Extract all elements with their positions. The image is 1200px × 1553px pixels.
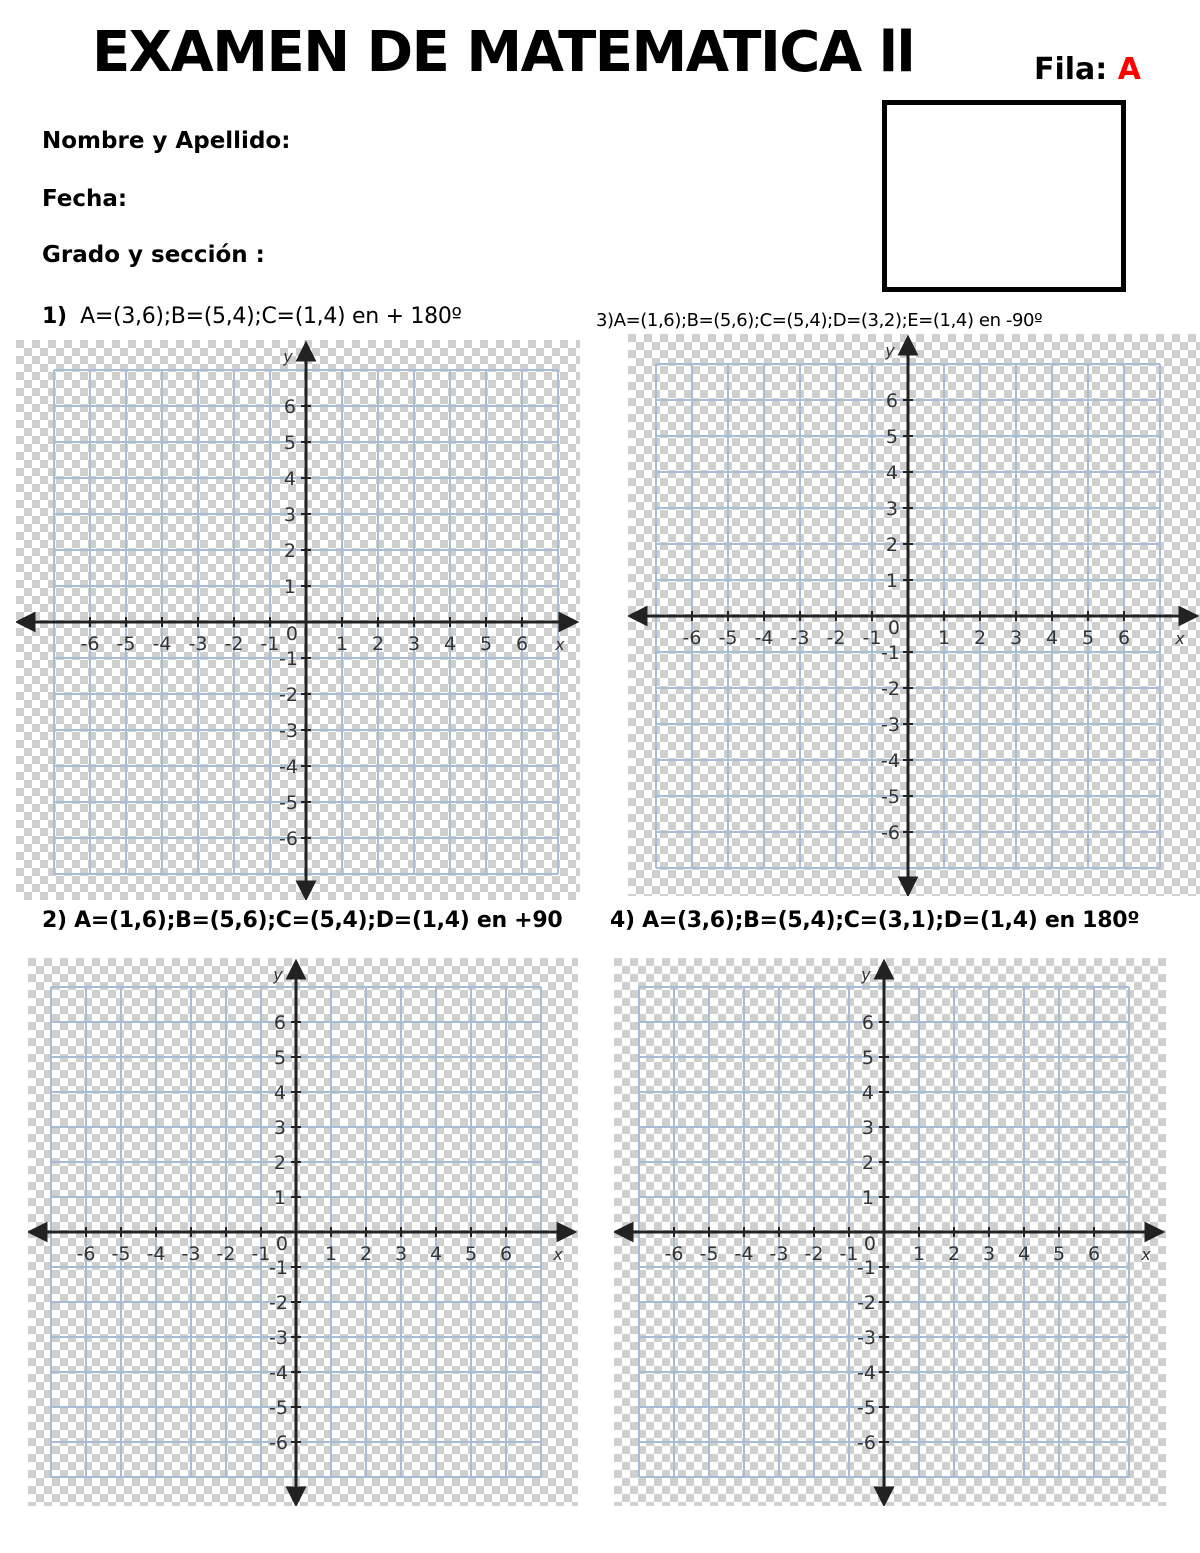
y-tick-label: 2	[283, 540, 296, 562]
x-tick-label: -4	[754, 627, 774, 649]
y-tick-label: 2	[861, 1152, 874, 1174]
y-tick-label: 6	[861, 1012, 874, 1034]
fila-value: A	[1117, 52, 1141, 87]
coordinate-plane-4[interactable]	[614, 958, 1166, 1506]
x-tick-label: 5	[1052, 1243, 1066, 1265]
y-tick-label: -5	[857, 1397, 876, 1419]
x-tick-label: -5	[699, 1243, 719, 1265]
y-tick-label: 3	[885, 498, 898, 520]
grade-field-label: Grado y sección :	[42, 242, 265, 268]
y-tick-label: -4	[857, 1362, 876, 1384]
y-tick-label: 5	[861, 1047, 874, 1069]
question-1-text: A=(3,6);B=(5,4);C=(1,4) en + 180º	[80, 304, 462, 329]
y-tick-label: -1	[279, 648, 298, 670]
x-tick-label: -5	[111, 1243, 131, 1265]
x-tick-label: 2	[973, 627, 987, 649]
question-4-text: A=(3,6);B=(5,4);C=(3,1);D=(1,4) en 180º	[642, 908, 1140, 933]
y-tick-label: 5	[283, 432, 296, 454]
x-tick-label: 6	[1087, 1243, 1101, 1265]
y-tick-label: -3	[279, 720, 298, 742]
coordinate-plane-2[interactable]	[28, 958, 578, 1506]
x-tick-label: 3	[394, 1243, 408, 1265]
y-axis-label: y	[861, 965, 871, 984]
x-tick-label: -3	[181, 1243, 201, 1265]
plane-svg	[628, 334, 1200, 896]
y-tick-label: 4	[861, 1082, 874, 1104]
x-tick-label: 4	[1017, 1243, 1031, 1265]
x-tick-label: 1	[937, 627, 951, 649]
x-tick-label: 4	[1045, 627, 1059, 649]
y-tick-label: 3	[861, 1117, 874, 1139]
plane-svg	[16, 340, 580, 900]
y-tick-label: 3	[283, 504, 296, 526]
question-3-number: 3)	[596, 310, 614, 331]
x-tick-label: -3	[188, 633, 208, 655]
y-tick-label: -3	[269, 1327, 288, 1349]
coordinate-plane-3[interactable]	[628, 334, 1200, 896]
x-tick-label: 3	[982, 1243, 996, 1265]
name-field-label: Nombre y Apellido:	[42, 128, 291, 154]
x-tick-label: 6	[499, 1243, 513, 1265]
y-tick-label: 1	[885, 570, 898, 592]
x-tick-label: -1	[260, 633, 280, 655]
y-tick-label: 4	[283, 468, 296, 490]
x-tick-label: -6	[76, 1243, 96, 1265]
y-tick-label: 1	[283, 576, 296, 598]
x-tick-label: 5	[1081, 627, 1095, 649]
x-tick-label: -1	[862, 627, 882, 649]
y-tick-label: -1	[881, 642, 900, 664]
question-4-number: 4)	[610, 908, 635, 933]
x-tick-label: -2	[224, 633, 244, 655]
y-tick-label: -5	[279, 792, 298, 814]
x-tick-label: 4	[429, 1243, 443, 1265]
fila-indicator	[1034, 52, 1141, 87]
x-tick-label: 5	[464, 1243, 478, 1265]
y-tick-label: 6	[283, 396, 296, 418]
y-tick-label: 1	[861, 1187, 874, 1209]
x-tick-label: -2	[216, 1243, 236, 1265]
x-tick-label: 1	[912, 1243, 926, 1265]
question-1-label	[42, 304, 462, 329]
origin-label: 0	[863, 1233, 876, 1255]
question-2-number: 2)	[42, 908, 67, 933]
y-tick-label: 3	[273, 1117, 286, 1139]
y-tick-label: -1	[857, 1257, 876, 1279]
x-tick-label: 3	[1009, 627, 1023, 649]
x-tick-label: -5	[116, 633, 136, 655]
y-tick-label: -6	[881, 822, 900, 844]
question-3-label	[596, 310, 1042, 331]
exam-title: EXAMEN DE MATEMATICA ll	[92, 20, 915, 85]
y-tick-label: 5	[885, 426, 898, 448]
x-tick-label: 2	[947, 1243, 961, 1265]
x-tick-label: 1	[324, 1243, 338, 1265]
x-tick-label: 3	[407, 633, 421, 655]
x-tick-label: -6	[80, 633, 100, 655]
x-tick-label: -6	[664, 1243, 684, 1265]
y-axis-label: y	[885, 341, 895, 360]
x-tick-label: 4	[443, 633, 457, 655]
y-tick-label: 4	[273, 1082, 286, 1104]
y-tick-label: -2	[269, 1292, 288, 1314]
x-axis-label: x	[553, 1245, 563, 1264]
x-tick-label: -2	[826, 627, 846, 649]
x-tick-label: -5	[718, 627, 738, 649]
x-tick-label: -4	[152, 633, 172, 655]
y-tick-label: 1	[273, 1187, 286, 1209]
y-axis-label: y	[273, 965, 283, 984]
question-2-text: A=(1,6);B=(5,6);C=(5,4);D=(1,4) en +90	[74, 908, 563, 933]
y-tick-label: -4	[269, 1362, 288, 1384]
question-2-label	[42, 908, 562, 933]
x-tick-label: -1	[839, 1243, 859, 1265]
checker-background	[16, 340, 580, 900]
y-tick-label: -2	[857, 1292, 876, 1314]
x-tick-label: -4	[146, 1243, 166, 1265]
fila-label: Fila:	[1034, 52, 1108, 87]
x-tick-label: 2	[359, 1243, 373, 1265]
origin-label: 0	[285, 623, 298, 645]
x-tick-label: 6	[515, 633, 529, 655]
coordinate-plane-1[interactable]	[16, 340, 580, 900]
origin-label: 0	[887, 617, 900, 639]
x-tick-label: -6	[682, 627, 702, 649]
y-tick-label: -6	[857, 1432, 876, 1454]
x-axis-label: x	[555, 635, 565, 654]
y-tick-label: -2	[279, 684, 298, 706]
x-tick-label: -1	[251, 1243, 271, 1265]
y-tick-label: -5	[269, 1397, 288, 1419]
x-tick-label: -2	[804, 1243, 824, 1265]
y-tick-label: -6	[279, 828, 298, 850]
y-tick-label: 2	[273, 1152, 286, 1174]
x-tick-label: -3	[769, 1243, 789, 1265]
y-tick-label: -4	[881, 750, 900, 772]
x-tick-label: 6	[1117, 627, 1131, 649]
x-axis-label: x	[1175, 629, 1185, 648]
question-4-label	[610, 908, 1139, 933]
y-axis-label: y	[283, 347, 293, 366]
y-tick-label: -1	[269, 1257, 288, 1279]
x-axis-label: x	[1141, 1245, 1151, 1264]
y-tick-label: 4	[885, 462, 898, 484]
question-1-number: 1)	[42, 304, 67, 329]
origin-label: 0	[275, 1233, 288, 1255]
plane-svg	[28, 958, 578, 1506]
y-tick-label: -2	[881, 678, 900, 700]
y-tick-label: -5	[881, 786, 900, 808]
y-tick-label: -4	[279, 756, 298, 778]
date-field-label: Fecha:	[42, 186, 128, 212]
y-tick-label: -3	[881, 714, 900, 736]
y-tick-label: 6	[273, 1012, 286, 1034]
x-tick-label: -3	[790, 627, 810, 649]
y-tick-label: -6	[269, 1432, 288, 1454]
x-tick-label: 1	[335, 633, 349, 655]
plane-svg	[614, 958, 1166, 1506]
x-tick-label: 5	[479, 633, 493, 655]
x-tick-label: -4	[734, 1243, 754, 1265]
y-tick-label: 2	[885, 534, 898, 556]
x-tick-label: 2	[371, 633, 385, 655]
question-3-text: A=(1,6);B=(5,6);C=(5,4);D=(3,2);E=(1,4) en -90º	[613, 310, 1043, 331]
y-tick-label: 6	[885, 390, 898, 412]
y-tick-label: -3	[857, 1327, 876, 1349]
score-box[interactable]	[882, 100, 1126, 292]
y-tick-label: 5	[273, 1047, 286, 1069]
